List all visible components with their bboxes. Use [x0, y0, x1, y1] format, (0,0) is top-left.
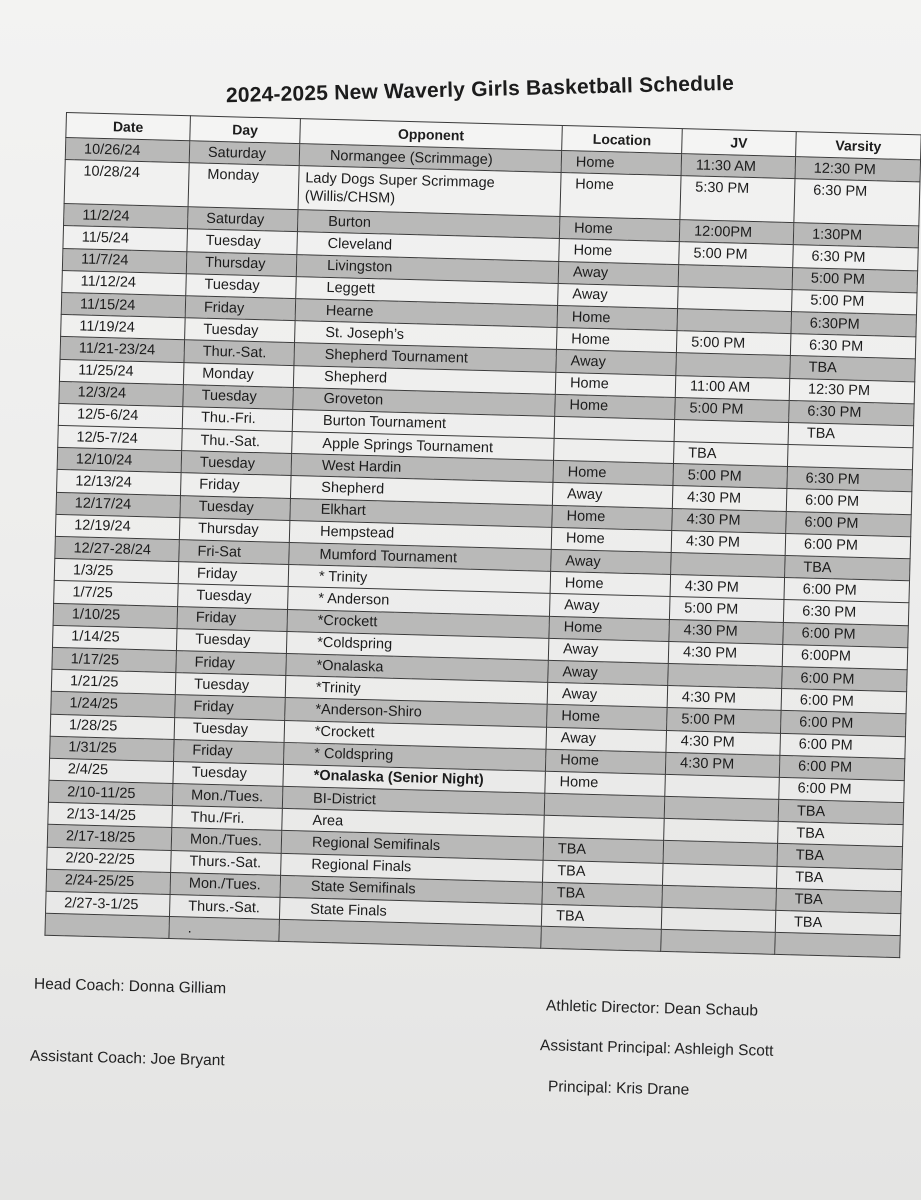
cell-varsity: TBA	[776, 888, 902, 913]
header-location: Location	[562, 125, 683, 153]
cell-location: Home	[559, 217, 680, 242]
cell-varsity: TBA	[778, 799, 904, 824]
cell-day: Monday	[183, 362, 294, 387]
cell-location: Away	[552, 483, 673, 508]
cell-varsity: 6:30 PM	[790, 334, 916, 359]
cell-jv: 4:30 PM	[672, 508, 787, 533]
cell-jv: 4:30 PM	[667, 686, 782, 711]
cell-location: Home	[559, 239, 680, 264]
cell-jv	[663, 841, 778, 866]
cell-day: Tuesday	[181, 451, 292, 476]
cell-opponent: *Onalaska (Senior Night)	[283, 764, 545, 793]
cell-day: Fri-Sat	[179, 540, 290, 565]
cell-varsity: 6:00 PM	[783, 622, 909, 647]
cell-date: 11/7/24	[62, 248, 187, 273]
cell-opponent: Burton	[297, 210, 559, 239]
cell-date: 1/21/25	[51, 669, 176, 694]
cell-location	[554, 438, 675, 463]
cell-opponent: Shepherd Tournament	[294, 343, 556, 372]
cell-opponent: *Crockett	[287, 609, 549, 638]
cell-opponent: Groveton	[293, 387, 555, 416]
principal: Principal: Kris Drane	[547, 1078, 690, 1099]
cell-varsity: TBA	[777, 844, 903, 869]
cell-varsity: 6:30 PM	[787, 467, 913, 492]
cell-jv: 5:00 PM	[667, 708, 782, 733]
cell-opponent: Apple Springs Tournament	[292, 432, 554, 461]
cell-jv: 12:00PM	[679, 220, 794, 245]
cell-jv	[665, 774, 780, 799]
cell-location: Home	[551, 527, 672, 552]
cell-location	[544, 816, 665, 841]
cell-day: Monday	[188, 163, 299, 210]
cell-varsity: 6:00 PM	[779, 777, 905, 802]
cell-date: 2/13-14/25	[48, 803, 173, 828]
cell-day: Friday	[177, 606, 288, 631]
cell-opponent: *Anderson-Shiro	[285, 698, 547, 727]
cell-date: 11/19/24	[61, 315, 186, 340]
cell-date: 10/28/24	[64, 160, 189, 207]
cell-jv: 4:30 PM	[672, 486, 787, 511]
cell-date: 1/3/25	[54, 559, 179, 584]
cell-jv: 5:00 PM	[679, 242, 794, 267]
cell-jv	[664, 819, 779, 844]
cell-jv: 4:30 PM	[666, 730, 781, 755]
cell-day: Mon./Tues.	[172, 784, 283, 809]
cell-location: Home	[552, 505, 673, 530]
cell-date: 2/27-3-1/25	[46, 891, 171, 916]
cell-jv	[662, 885, 777, 910]
cell-opponent: *Crockett	[284, 720, 546, 749]
cell-day: Saturday	[187, 207, 298, 232]
cell-day: Thurs.-Sat.	[169, 894, 280, 919]
cell-day: Mon./Tues.	[170, 872, 281, 897]
cell-varsity: 6:00 PM	[786, 511, 912, 536]
cell-location: Home	[561, 150, 682, 175]
cell-jv	[676, 353, 791, 378]
cell-opponent: * Trinity	[288, 565, 550, 594]
cell-opponent: Elkhart	[290, 498, 552, 527]
cell-varsity: 6:00 PM	[780, 711, 906, 736]
cell-varsity	[775, 933, 901, 958]
cell-opponent: Regional Semifinals	[281, 831, 543, 860]
cell-jv	[662, 863, 777, 888]
cell-jv: 5:00 PM	[673, 464, 788, 489]
cell-day: Friday	[185, 296, 296, 321]
cell-opponent: Livingston	[296, 254, 558, 283]
cell-varsity: 1:30PM	[793, 223, 919, 248]
cell-jv: 5:00 PM	[669, 597, 784, 622]
cell-location	[541, 926, 662, 951]
cell-varsity: 6:30 PM	[783, 600, 909, 625]
cell-varsity: 5:00 PM	[792, 267, 918, 292]
cell-day: Thurs.-Sat.	[171, 850, 282, 875]
cell-varsity: 6:30 PM	[789, 400, 915, 425]
cell-day: Friday	[174, 739, 285, 764]
cell-opponent: Regional Finals	[281, 853, 543, 882]
cell-varsity: TBA	[776, 866, 902, 891]
cell-date: 11/21-23/24	[60, 337, 185, 362]
cell-jv	[668, 663, 783, 688]
cell-location: Away	[547, 682, 668, 707]
cell-date: 2/4/25	[49, 758, 174, 783]
cell-varsity: 6:00 PM	[782, 666, 908, 691]
cell-opponent: Normangee (Scrimmage)	[299, 144, 561, 173]
cell-date: 12/13/24	[57, 470, 182, 495]
cell-opponent: Area	[282, 809, 544, 838]
assistant-principal: Assistant Principal: Ashleigh Scott	[539, 1037, 774, 1060]
cell-jv	[671, 552, 786, 577]
cell-day: Tuesday	[183, 384, 294, 409]
cell-day: Tuesday	[173, 761, 284, 786]
cell-date: 1/24/25	[51, 692, 176, 717]
cell-varsity: 6:00PM	[782, 644, 908, 669]
cell-day: Tuesday	[174, 717, 285, 742]
cell-varsity: 6:00 PM	[779, 755, 905, 780]
cell-jv	[677, 309, 792, 334]
cell-varsity: TBA	[785, 555, 911, 580]
cell-jv	[661, 907, 776, 932]
cell-opponent: West Hardin	[291, 454, 553, 483]
header-date: Date	[66, 113, 191, 141]
cell-date: 12/5-7/24	[58, 425, 183, 450]
cell-location: Away	[558, 283, 679, 308]
cell-location: Home	[549, 616, 670, 641]
cell-location: TBA	[542, 882, 663, 907]
cell-opponent: * Anderson	[288, 587, 550, 616]
cell-date: 10/26/24	[65, 138, 190, 163]
cell-varsity: 6:30 PM	[794, 179, 920, 226]
cell-date: 11/2/24	[64, 204, 189, 229]
cell-date: 11/12/24	[62, 270, 187, 295]
cell-jv: 11:30 AM	[681, 154, 796, 179]
cell-date: 1/14/25	[52, 625, 177, 650]
cell-day: Thu./Fri.	[172, 806, 283, 831]
cell-location: Away	[546, 727, 667, 752]
cell-day: Thursday	[186, 251, 297, 276]
cell-varsity: TBA	[788, 422, 914, 447]
cell-location	[544, 793, 665, 818]
cell-date: 12/5-6/24	[58, 403, 183, 428]
cell-date: 11/15/24	[61, 292, 186, 317]
header-opponent: Opponent	[300, 119, 563, 151]
cell-location: Away	[551, 549, 672, 574]
cell-varsity: TBA	[790, 356, 916, 381]
cell-varsity: 6:30PM	[791, 311, 917, 336]
cell-day: Friday	[176, 651, 287, 676]
cell-day: Thursday	[179, 517, 290, 542]
cell-jv	[674, 419, 789, 444]
athletic-director: Athletic Director: Dean Schaub	[545, 997, 759, 1020]
cell-jv: 5:00 PM	[676, 331, 791, 356]
cell-day: Tuesday	[187, 229, 298, 254]
cell-varsity	[787, 445, 913, 470]
cell-date: 2/17-18/25	[47, 825, 172, 850]
schedule-table	[44, 112, 921, 959]
cell-location: Away	[558, 261, 679, 286]
head-coach: Head Coach: Donna Gilliam	[33, 975, 227, 998]
cell-varsity: 6:00 PM	[780, 733, 906, 758]
cell-opponent: BI-District	[282, 786, 544, 815]
cell-jv: 11:00 AM	[675, 375, 790, 400]
cell-jv	[678, 286, 793, 311]
cell-date: 2/10-11/25	[48, 780, 173, 805]
page-title: 2024-2025 New Waverly Girls Basketball Schedule	[225, 71, 735, 108]
cell-day: Tuesday	[176, 628, 287, 653]
cell-location: Away	[548, 638, 669, 663]
cell-varsity: 6:00 PM	[786, 489, 912, 514]
cell-jv: 4:30 PM	[669, 619, 784, 644]
cell-jv: 4:30 PM	[665, 752, 780, 777]
cell-opponent: * Coldspring	[283, 742, 545, 771]
cell-varsity: 6:30 PM	[793, 245, 919, 270]
cell-date: 12/19/24	[55, 514, 180, 539]
cell-location: Home	[560, 173, 681, 220]
cell-day: Tuesday	[175, 673, 286, 698]
cell-varsity: 5:00 PM	[792, 289, 918, 314]
cell-opponent: Shepherd	[293, 365, 555, 394]
cell-day: Friday	[178, 562, 289, 587]
cell-jv	[661, 930, 776, 955]
cell-opponent: Mumford Tournament	[289, 542, 551, 571]
cell-opponent: Shepherd	[290, 476, 552, 505]
cell-date: 12/10/24	[57, 448, 182, 473]
cell-jv	[664, 796, 779, 821]
cell-day: Tuesday	[185, 318, 296, 343]
cell-jv: 5:30 PM	[680, 176, 795, 223]
cell-location: Home	[547, 705, 668, 730]
cell-jv: 5:00 PM	[675, 397, 790, 422]
header-day: Day	[190, 116, 301, 144]
cell-date: 11/25/24	[59, 359, 184, 384]
cell-day: .	[169, 917, 280, 942]
cell-opponent: Cleveland	[297, 232, 559, 261]
cell-opponent: *Coldspring	[286, 631, 548, 660]
cell-varsity: 6:00 PM	[784, 578, 910, 603]
cell-location: Away	[556, 350, 677, 375]
cell-opponent: Hempstead	[289, 520, 551, 549]
cell-opponent: Leggett	[296, 276, 558, 305]
cell-date: 1/28/25	[50, 714, 175, 739]
cell-location: Home	[557, 305, 678, 330]
cell-varsity: TBA	[775, 910, 901, 935]
cell-location: Home	[550, 572, 671, 597]
cell-location: Home	[553, 461, 674, 486]
cell-opponent: Lady Dogs Super Scrimmage (Willis/CHSM)	[298, 166, 561, 217]
cell-date: 1/31/25	[50, 736, 175, 761]
cell-varsity: 12:30 PM	[795, 157, 921, 182]
cell-date: 12/3/24	[59, 381, 184, 406]
cell-varsity: 6:00 PM	[785, 533, 911, 558]
cell-date: 12/27-28/24	[55, 536, 180, 561]
cell-day: Thu.-Fri.	[182, 407, 293, 432]
cell-opponent: St. Joseph’s	[295, 321, 557, 350]
cell-location: Away	[548, 660, 669, 685]
cell-day: Friday	[175, 695, 286, 720]
cell-opponent: State Finals	[279, 897, 541, 926]
cell-day: Tuesday	[186, 273, 297, 298]
cell-date: 12/17/24	[56, 492, 181, 517]
cell-jv	[678, 264, 793, 289]
cell-day: Friday	[181, 473, 292, 498]
cell-opponent: State Semifinals	[280, 875, 542, 904]
cell-location: Home	[555, 394, 676, 419]
cell-day: Mon./Tues.	[171, 828, 282, 853]
cell-jv: TBA	[673, 442, 788, 467]
cell-varsity: 6:00 PM	[781, 689, 907, 714]
cell-location: Away	[549, 594, 670, 619]
cell-date: 11/5/24	[63, 226, 188, 251]
cell-date: 1/17/25	[52, 647, 177, 672]
cell-location: Home	[556, 328, 677, 353]
cell-location: Home	[545, 771, 666, 796]
cell-day: Tuesday	[178, 584, 289, 609]
header-jv: JV	[682, 129, 797, 157]
cell-jv: 4:30 PM	[671, 530, 786, 555]
cell-location: TBA	[543, 838, 664, 863]
cell-date: 2/24-25/25	[46, 869, 171, 894]
cell-date: 2/20-22/25	[47, 847, 172, 872]
cell-date: 1/10/25	[53, 603, 178, 628]
cell-opponent: *Trinity	[285, 676, 547, 705]
cell-location: Home	[545, 749, 666, 774]
cell-jv: 4:30 PM	[670, 575, 785, 600]
cell-opponent: Hearne	[295, 299, 557, 328]
cell-location: Home	[555, 372, 676, 397]
cell-day: Thur.-Sat.	[184, 340, 295, 365]
cell-location: TBA	[543, 860, 664, 885]
cell-varsity: 12:30 PM	[789, 378, 915, 403]
cell-varsity: TBA	[778, 822, 904, 847]
assistant-coach: Assistant Coach: Joe Bryant	[29, 1047, 225, 1070]
cell-date	[45, 913, 170, 938]
cell-day: Thu.-Sat.	[182, 429, 293, 454]
schedule-sheet	[44, 112, 920, 958]
cell-date: 1/7/25	[54, 581, 179, 606]
cell-opponent: Burton Tournament	[292, 409, 554, 438]
cell-location: TBA	[541, 904, 662, 929]
cell-day: Saturday	[189, 141, 300, 166]
cell-location	[554, 416, 675, 441]
cell-jv: 4:30 PM	[668, 641, 783, 666]
header-varsity: Varsity	[796, 132, 921, 160]
cell-opponent: *Onalaska	[286, 653, 548, 682]
cell-day: Tuesday	[180, 495, 291, 520]
